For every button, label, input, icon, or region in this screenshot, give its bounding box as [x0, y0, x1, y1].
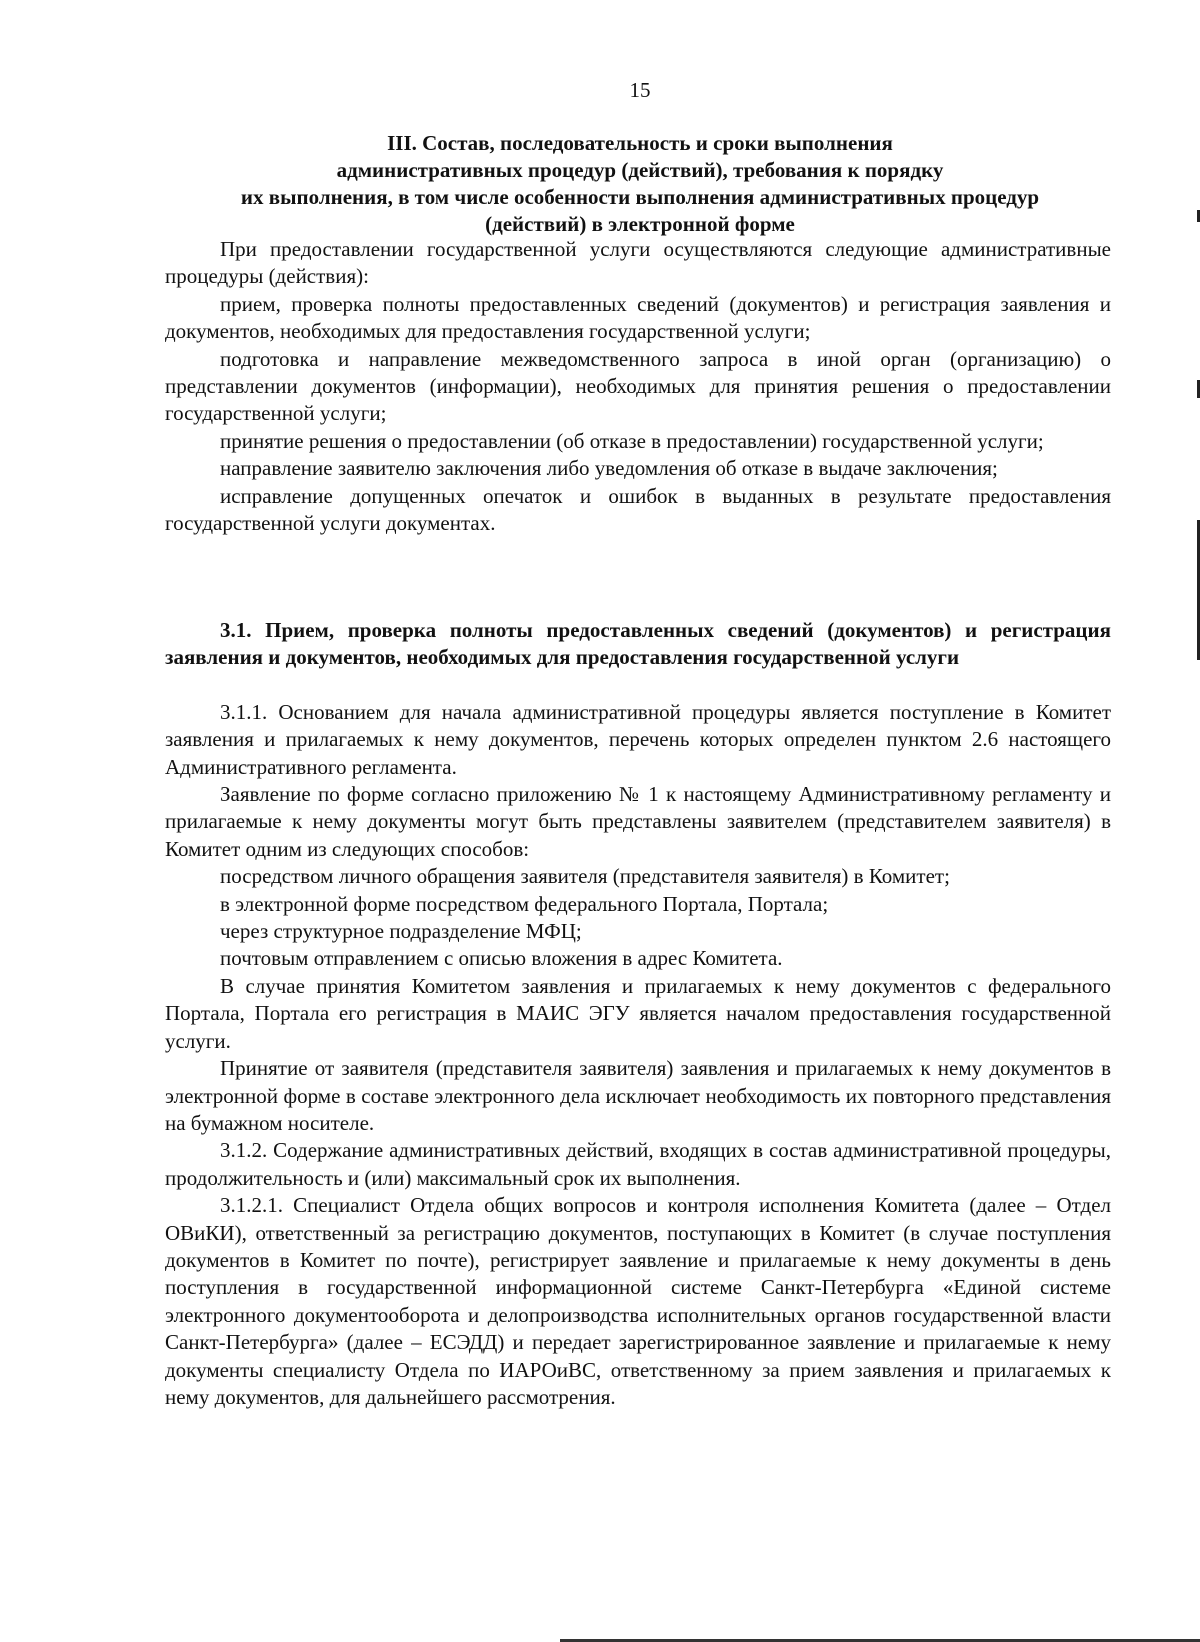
submission-way: через структурное подразделение МФЦ; [220, 919, 582, 944]
subsection-heading: 3.1. Прием, проверка полноты предоставленных сведений (документов) и регистрация заявления и документов, необходимых для предоставления государственной услуги [165, 618, 1111, 670]
heading-line: III. Состав, последовательность и сроки выполнения [387, 131, 893, 155]
heading-line: административных процедур (действий), требования к порядку [336, 158, 944, 182]
heading-line: (действий) в электронной форме [485, 212, 795, 236]
procedure-item: подготовка и направление межведомственного запроса в иной орган (организацию) о представлении документов (информации), необходимых для принятия решения о предоставлении государственной услуги; [165, 346, 1111, 426]
procedure-item: прием, проверка полноты предоставленных сведений (документов) и регистрация заявления и документов, необходимых для предоставления государственной услуги; [165, 291, 1111, 344]
page-number: 15 [629, 78, 651, 102]
section-heading [160, 130, 1120, 238]
paragraph: 3.1.2. Содержание административных действий, входящих в состав административной процедуры, продолжительность и (или) максимальный срок их выполнения. [165, 1138, 1111, 1190]
intro-lead: При предоставлении государственной услуги осуществляются следующие административные процедуры (действия): [165, 237, 1111, 289]
procedure-item: исправление допущенных опечаток и ошибок в выданных в результате предоставления государственной услуги документах. [165, 483, 1111, 536]
paragraph: В случае принятия Комитетом заявления и прилагаемых к нему документов с федерального Портала, Портала его регистрация в МАИС ЭГУ является началом предоставления государственной услуги. [165, 973, 1111, 1053]
intro-block [165, 236, 1111, 537]
paragraph: 3.1.2.1. Специалист Отдела общих вопросов и контроля исполнения Комитета (далее – Отдел ОВиКИ), ответственный за регистрацию документов, поступающих в Комитет (в случае поступления документов в Комитет по почте), регистрирует заявление и прилагаемые к нему документы в день поступления в государственной информационной системе Санкт-Петербурга «Единой системе электронного документооборота и делопроизводства исполнительных органов государственной власти Санкт-Петербурга» (далее – ЕСЭДД) и передает зарегистрированное заявление и прилагаемые к нему документы специалисту Отдела по ИАРОиВС, ответственному за прием заявления и прилагаемых к нему документов, для дальнейшего рассмотрения. [165, 1193, 1111, 1409]
submission-way: посредством личного обращения заявителя (представителя заявителя) в Комитет; [220, 864, 950, 889]
paragraph: 3.1.1. Основанием для начала административной процедуры является поступление в Комитет заявления и прилагаемых к нему документов, перечень которых определен пунктом 2.6 настоящего Административного регламента. [165, 699, 1111, 779]
section-3-1 [165, 617, 1111, 1411]
paragraph: Принятие от заявителя (представителя заявителя) заявления и прилагаемых к нему документов в электронной форме в составе электронного дела исключает необходимость их повторного представления на бумажном носителе. [165, 1056, 1111, 1135]
paragraph: Заявление по форме согласно приложению № 1 к настоящему Административному регламенту и прилагаемые к нему документы могут быть представлены заявителем (представителем заявителя) в Комитет одним из следующих способов: [165, 782, 1111, 861]
procedure-item: принятие решения о предоставлении (об отказе в предоставлении) государственной услуги; [220, 428, 1044, 453]
procedure-item: направление заявителю заключения либо уведомления об отказе в выдаче заключения; [220, 456, 998, 481]
heading-line: их выполнения, в том числе особенности выполнения административных процедур [240, 185, 1040, 209]
submission-way: почтовым отправлением с описью вложения в адрес Комитета. [220, 946, 783, 971]
submission-way: в электронной форме посредством федерального Портала, Портала; [220, 891, 829, 916]
